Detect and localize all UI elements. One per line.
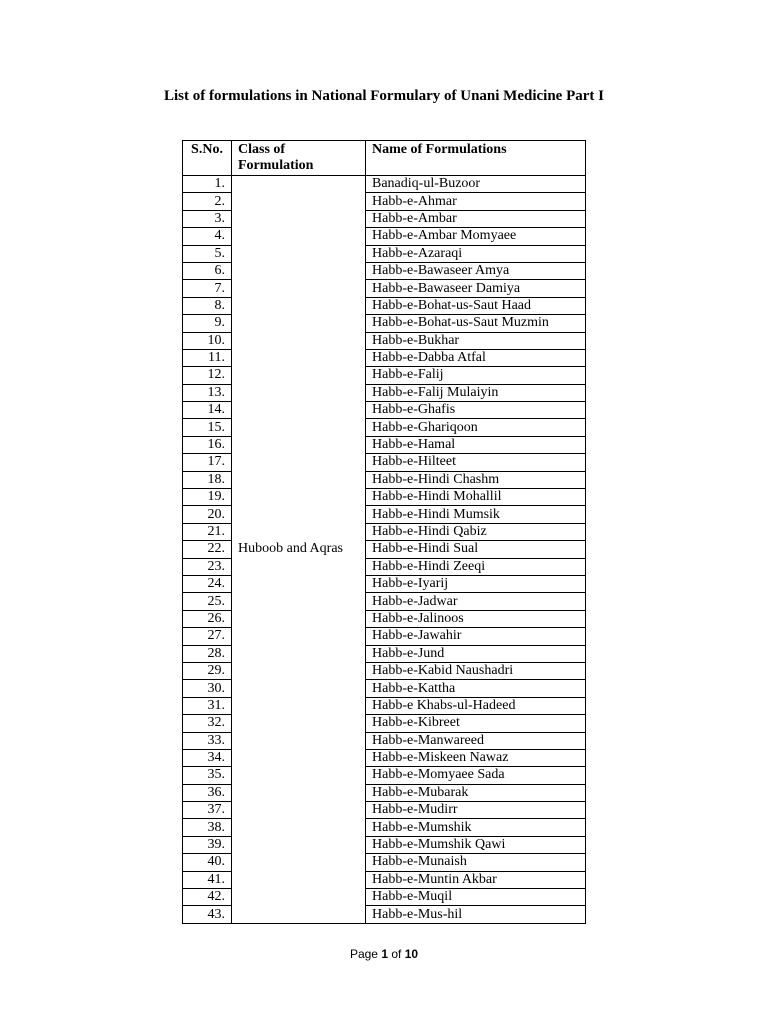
row-formulation-name: Habb-e-Hindi Sual	[366, 541, 586, 558]
row-sno: 4.	[183, 228, 232, 245]
table-row	[183, 176, 586, 193]
row-formulation-name: Habb-e-Munaish	[366, 854, 586, 871]
row-sno: 10.	[183, 332, 232, 349]
header-class: Class of Formulation	[232, 141, 366, 176]
row-sno: 16.	[183, 436, 232, 453]
row-formulation-name: Habb-e-Ghariqoon	[366, 419, 586, 436]
row-sno: 37.	[183, 802, 232, 819]
row-formulation-name: Habb-e-Hilteet	[366, 454, 586, 471]
row-sno: 27.	[183, 628, 232, 645]
row-sno: 9.	[183, 315, 232, 332]
row-formulation-name: Habb-e-Kibreet	[366, 715, 586, 732]
row-sno: 36.	[183, 784, 232, 801]
row-formulation-name: Habb-e-Miskeen Nawaz	[366, 749, 586, 766]
row-sno: 42.	[183, 889, 232, 906]
row-sno: 11.	[183, 349, 232, 366]
row-sno: 1.	[183, 176, 232, 193]
row-formulation-name: Habb-e-Kabid Naushadri	[366, 662, 586, 679]
row-sno: 2.	[183, 193, 232, 210]
row-formulation-name: Habb-e-Iyarij	[366, 575, 586, 592]
row-formulation-name: Habb-e-Falij Mulaiyin	[366, 384, 586, 401]
row-formulation-name: Habb-e-Bawaseer Damiya	[366, 280, 586, 297]
row-sno: 33.	[183, 732, 232, 749]
table-header-row	[183, 141, 586, 176]
page-footer	[0, 947, 768, 961]
row-formulation-name: Banadiq-ul-Buzoor	[366, 176, 586, 193]
row-formulation-name: Habb-e-Kattha	[366, 680, 586, 697]
row-formulation-name: Habb-e-Hindi Mohallil	[366, 489, 586, 506]
row-formulation-name: Habb-e-Mumshik Qawi	[366, 836, 586, 853]
row-sno: 12.	[183, 367, 232, 384]
row-formulation-name: Habb-e-Azaraqi	[366, 245, 586, 262]
row-formulation-name: Habb-e-Falij	[366, 367, 586, 384]
row-formulation-name: Habb-e-Hindi Mumsik	[366, 506, 586, 523]
row-formulation-name: Habb-e-Bohat-us-Saut Haad	[366, 297, 586, 314]
row-formulation-name: Habb-e-Mus-hil	[366, 906, 586, 923]
row-sno: 34.	[183, 749, 232, 766]
formulations-table	[182, 140, 586, 924]
row-sno: 15.	[183, 419, 232, 436]
row-formulation-name: Habb-e-Muntin Akbar	[366, 871, 586, 888]
row-sno: 8.	[183, 297, 232, 314]
row-sno: 19.	[183, 489, 232, 506]
row-formulation-name: Habb-e-Mudirr	[366, 802, 586, 819]
row-sno: 28.	[183, 645, 232, 662]
row-formulation-name: Habb-e-Hindi Zeeqi	[366, 558, 586, 575]
page-title: List of formulations in National Formulary of Unani Medicine Part I	[164, 88, 604, 104]
row-sno: 43.	[183, 906, 232, 923]
row-sno: 14.	[183, 402, 232, 419]
row-sno: 22.	[183, 541, 232, 558]
row-sno: 5.	[183, 245, 232, 262]
header-sno: S.No.	[183, 141, 232, 176]
page-total: 10	[404, 947, 419, 961]
row-sno: 6.	[183, 262, 232, 279]
row-formulation-name: Habb-e-Bawaseer Amya	[366, 262, 586, 279]
row-formulation-name: Habb-e-Hindi Qabiz	[366, 523, 586, 540]
row-formulation-name: Habb-e-Momyaee Sada	[366, 767, 586, 784]
row-formulation-name: Habb-e-Jalinoos	[366, 610, 586, 627]
row-sno: 13.	[183, 384, 232, 401]
row-formulation-name: Habb-e Khabs-ul-Hadeed	[366, 697, 586, 714]
row-sno: 17.	[183, 454, 232, 471]
row-sno: 18.	[183, 471, 232, 488]
row-formulation-name: Habb-e-Muqil	[366, 889, 586, 906]
row-formulation-name: Habb-e-Ahmar	[366, 193, 586, 210]
page-current: 1	[381, 947, 388, 961]
row-sno: 23.	[183, 558, 232, 575]
row-formulation-name: Habb-e-Bukhar	[366, 332, 586, 349]
class-of-formulation-cell: Huboob and Aqras	[232, 176, 366, 924]
row-sno: 7.	[183, 280, 232, 297]
row-formulation-name: Habb-e-Hindi Chashm	[366, 471, 586, 488]
row-sno: 32.	[183, 715, 232, 732]
page-label: Page	[349, 947, 378, 961]
row-sno: 31.	[183, 697, 232, 714]
row-formulation-name: Habb-e-Ghafis	[366, 402, 586, 419]
row-sno: 29.	[183, 662, 232, 679]
row-formulation-name: Habb-e-Jawahir	[366, 628, 586, 645]
row-formulation-name: Habb-e-Hamal	[366, 436, 586, 453]
header-name: Name of Formulations	[366, 141, 586, 176]
row-formulation-name: Habb-e-Manwareed	[366, 732, 586, 749]
row-sno: 35.	[183, 767, 232, 784]
row-sno: 26.	[183, 610, 232, 627]
row-formulation-name: Habb-e-Mubarak	[366, 784, 586, 801]
row-sno: 40.	[183, 854, 232, 871]
row-sno: 3.	[183, 210, 232, 227]
row-sno: 38.	[183, 819, 232, 836]
row-sno: 20.	[183, 506, 232, 523]
row-formulation-name: Habb-e-Jund	[366, 645, 586, 662]
row-formulation-name: Habb-e-Ambar Momyaee	[366, 228, 586, 245]
row-sno: 25.	[183, 593, 232, 610]
page-of: of	[391, 947, 402, 961]
row-formulation-name: Habb-e-Mumshik	[366, 819, 586, 836]
row-formulation-name: Habb-e-Dabba Atfal	[366, 349, 586, 366]
row-sno: 24.	[183, 575, 232, 592]
row-formulation-name: Habb-e-Jadwar	[366, 593, 586, 610]
row-sno: 39.	[183, 836, 232, 853]
row-sno: 30.	[183, 680, 232, 697]
table-body	[183, 176, 586, 924]
row-formulation-name: Habb-e-Bohat-us-Saut Muzmin	[366, 315, 586, 332]
row-formulation-name: Habb-e-Ambar	[366, 210, 586, 227]
row-sno: 41.	[183, 871, 232, 888]
row-sno: 21.	[183, 523, 232, 540]
